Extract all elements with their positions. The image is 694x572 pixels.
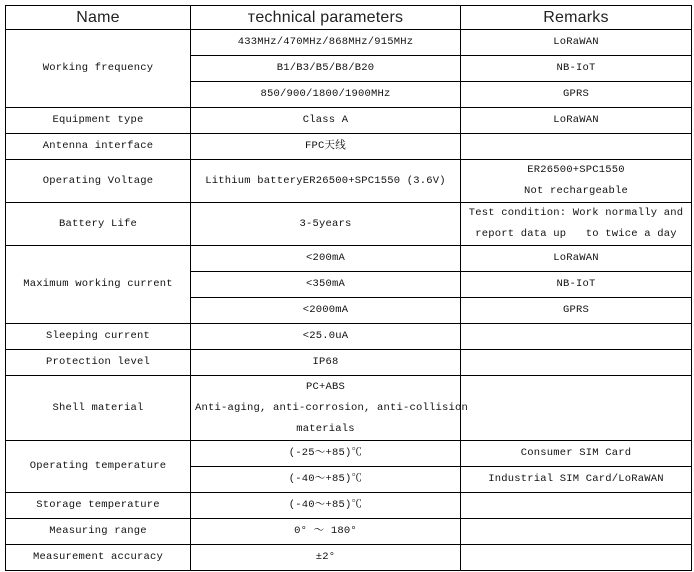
param-line: Anti-aging, anti-corrosion, anti-collision (195, 401, 469, 414)
row-name: Shell material (6, 376, 191, 441)
remark-cell: GPRS (461, 82, 692, 108)
row-name: Measuring range (6, 519, 191, 545)
table-row (6, 246, 692, 272)
row-name: Operating temperature (6, 441, 191, 493)
table-row (6, 350, 692, 376)
param-cell: 0° ～ 180° (191, 519, 461, 545)
remark-line: Test condition: Work normally and (468, 207, 684, 219)
param-cell: B1/B3/B5/B8/B20 (191, 56, 461, 82)
remark-cell: Industrial SIM Card/LoRaWAN (461, 467, 692, 493)
param-cell: 850/900/1800/1900MHz (191, 82, 461, 108)
table-row (6, 108, 692, 134)
row-name: Sleeping current (6, 324, 191, 350)
remark-cell: NB-IoT (461, 272, 692, 298)
row-name: Storage temperature (6, 493, 191, 519)
remark-cell (461, 545, 692, 571)
param-cell: IP68 (191, 350, 461, 376)
param-cell: Lithium batteryER26500+SPC1550 (3.6V) (191, 160, 461, 203)
param-cell: <200mA (191, 246, 461, 272)
remark-cell: LoRaWAN (461, 108, 692, 134)
param-cell: (-40～+85)℃ (191, 467, 461, 493)
param-cell: FPC天线 (191, 134, 461, 160)
table-row (6, 441, 692, 467)
param-cell: 433MHz/470MHz/868MHz/915MHz (191, 30, 461, 56)
row-name: Operating Voltage (6, 160, 191, 203)
param-line: materials (296, 422, 355, 435)
table-row (6, 160, 692, 203)
remark-cell (461, 160, 692, 203)
remark-cell (461, 203, 692, 246)
remark-cell (461, 519, 692, 545)
header-remarks: Remarks (461, 6, 692, 30)
remark-cell: NB-IoT (461, 56, 692, 82)
param-cell: Class A (191, 108, 461, 134)
table-row (6, 203, 692, 246)
param-line: PC+ABS (305, 380, 345, 393)
param-cell: <25.0uA (191, 324, 461, 350)
param-cell: <2000mA (191, 298, 461, 324)
remark-cell: GPRS (461, 298, 692, 324)
param-cell: ±2° (191, 545, 461, 571)
remark-cell: LoRaWAN (461, 30, 692, 56)
remark-cell (461, 324, 692, 350)
table-row (6, 545, 692, 571)
table-row (6, 519, 692, 545)
header-parameters: тechnical parameters (191, 6, 461, 30)
table-row (6, 493, 692, 519)
remark-line: Not rechargeable (523, 185, 629, 197)
param-cell: <350mA (191, 272, 461, 298)
remark-line: report data up to twice a day (475, 228, 677, 240)
row-name: Maximum working current (6, 246, 191, 324)
row-name: Battery Life (6, 203, 191, 246)
remark-cell (461, 376, 692, 441)
param-cell: 3-5years (191, 203, 461, 246)
row-name: Protection level (6, 350, 191, 376)
spec-table (5, 5, 692, 571)
remark-cell: Consumer SIM Card (461, 441, 692, 467)
header-row (6, 6, 692, 30)
table-row (6, 30, 692, 56)
param-cell: (-40～+85)℃ (191, 493, 461, 519)
row-name: Measurement accuracy (6, 545, 191, 571)
row-name: Antenna interface (6, 134, 191, 160)
table-row (6, 324, 692, 350)
table-row (6, 376, 692, 441)
param-cell: (-25～+85)℃ (191, 441, 461, 467)
row-name: Equipment type (6, 108, 191, 134)
remark-cell: LoRaWAN (461, 246, 692, 272)
remark-line: ER26500+SPC1550 (527, 164, 625, 176)
header-name: Name (6, 6, 191, 30)
remark-cell (461, 350, 692, 376)
remark-cell (461, 134, 692, 160)
table-row (6, 134, 692, 160)
remark-cell (461, 493, 692, 519)
row-name: Working frequency (6, 30, 191, 108)
param-cell (191, 376, 469, 441)
